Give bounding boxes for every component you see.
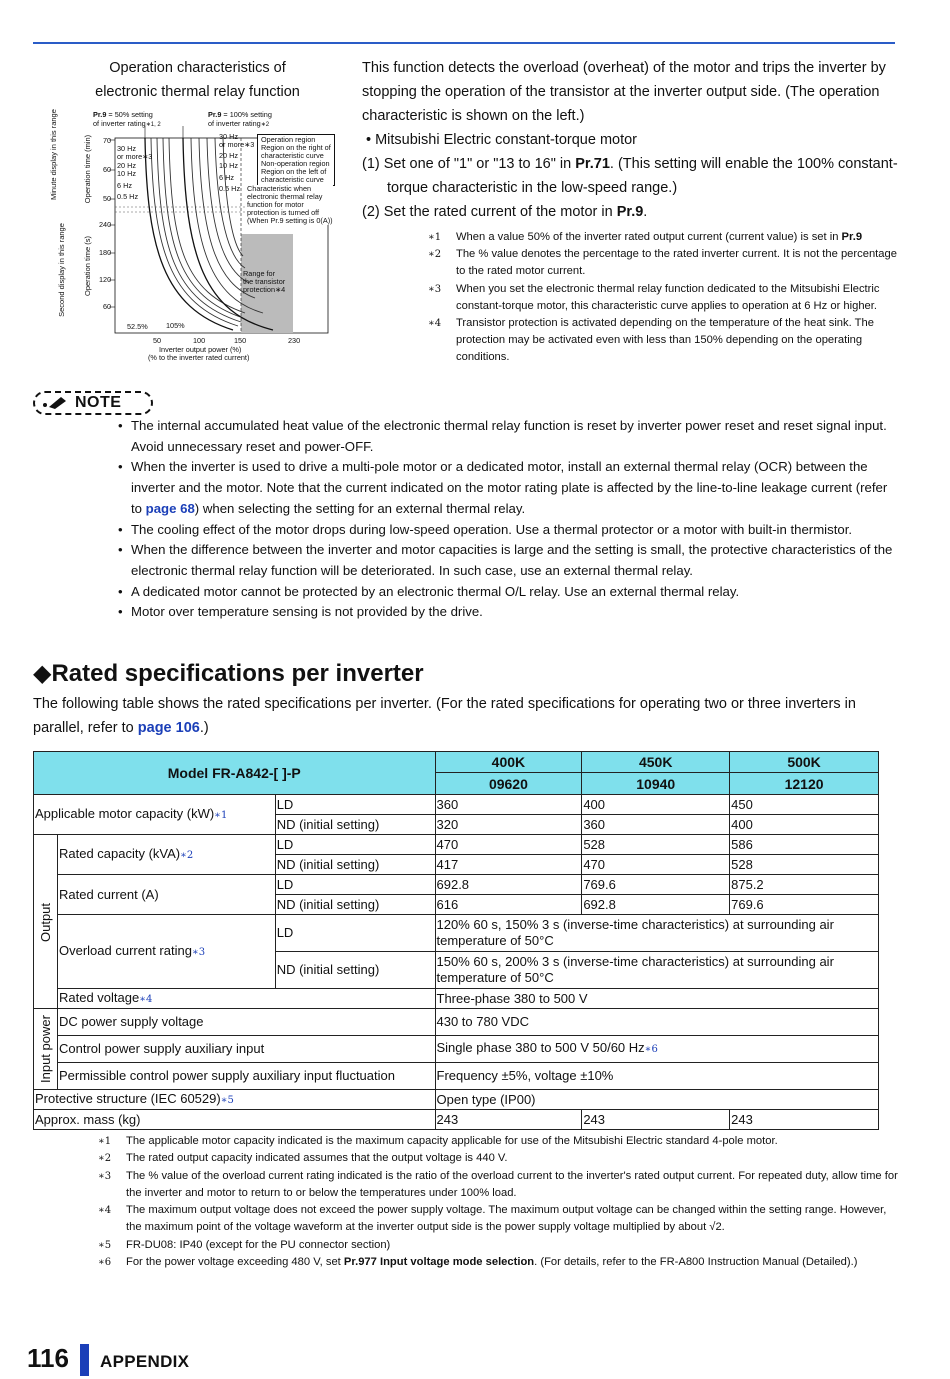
page-bar (80, 1344, 89, 1376)
y-tick: 180 (99, 248, 112, 257)
table-row: Rated voltage∗4 Three-phase 380 to 500 V (34, 989, 879, 1009)
x-tick: 230 (288, 336, 301, 345)
row-label: Approx. mass (kg) (34, 1110, 436, 1130)
freq-label: 0.5 Hz (219, 184, 241, 193)
row-label: DC power supply voltage (57, 1009, 435, 1036)
col-header: 09620 (435, 773, 582, 795)
header-rule (33, 42, 895, 44)
x-tick: 50 (153, 336, 162, 345)
col-header: 450K (582, 752, 730, 773)
transistor-range-label: Range for the transistor protection∗4 (243, 269, 286, 294)
x-axis-label: Inverter output power (%) (159, 345, 242, 354)
footnote: ∗3 When you set the electronic thermal relay function dedicated to the Mitsubishi Electric constant-torque motor, this characteristic curve applies to operation at 6 Hz or higher. (428, 282, 880, 312)
thermal-relay-chart (33, 108, 353, 370)
page-number: 116 (27, 1343, 69, 1373)
pr9-50-label: Pr.9 = 50% setting (93, 110, 153, 119)
list-item: • The cooling effect of the motor drops during low-speed operation. Use a thermal protector or a motor with built-in thermistor. (118, 521, 853, 537)
y-tick: 240 (99, 220, 112, 229)
footnote: ∗2 The rated output capacity indicated assumes that the output voltage is 440 V. (98, 1152, 508, 1165)
row-label: Rated voltage∗4 (57, 989, 435, 1009)
freq-label: 10 Hz (117, 169, 137, 178)
section-lead: The following table shows the rated specifications per inverter. (For the rated specifications for operating two or three inverters in parallel, refer to page 106.) (33, 696, 856, 736)
table-row: ND (initial setting) 320 360 400 (34, 815, 879, 835)
footnote: ∗6 For the power voltage exceeding 480 V, set Pr.977 Input voltage mode selection. (For details, refer to the FR-A800 Instruction Manual (Detailed).) (98, 1256, 858, 1269)
pct-label: 52.5% (127, 322, 148, 331)
row-label: Control power supply auxiliary input (57, 1036, 435, 1063)
table-row: Protective structure (IEC 60529)∗5 Open type (IP00) (34, 1090, 879, 1110)
list-item: • Motor over temperature sensing is not provided by the drive. (118, 604, 483, 620)
list-item: • A dedicated motor cannot be protected by an electronic thermal O/L relay. Use an external thermal relay. (118, 583, 740, 599)
thermal-off-note: Characteristic when electronic thermal relay function for motor protection is turned off (When Pr.9 setting is 0(A)) (247, 184, 333, 225)
intro-bullet: • Mitsubishi Electric constant-torque motor (366, 132, 638, 148)
pr9-50-line2: of inverter rating∗1, 2 (93, 119, 161, 128)
list-item: • When the difference between the inverter and motor capacities is large and the setting is small, the protective characteristics of the electronic thermal relay function will be deteriorated. In such case, use an external thermal relay. (118, 542, 893, 578)
y-axis-lower-label: Operation time (s) (83, 235, 92, 297)
footnote: ∗5 FR-DU08: IP40 (except for the PU connector section) (98, 1238, 391, 1251)
table-footnotes (98, 1133, 898, 1271)
freq-label: 6 Hz (117, 181, 133, 190)
model-header: Model FR-A842-[ ]-P (34, 752, 436, 795)
table-row: Approx. mass (kg) 243 243 243 (34, 1110, 879, 1130)
pr9-100-line2: of inverter rating∗2 (208, 119, 270, 128)
input-power-group-label: Input power (34, 1009, 58, 1090)
table-row: Rated current (A) LD 692.8 769.6 875.2 (34, 875, 879, 895)
freq-label: 30 Hz (219, 132, 239, 141)
list-item: • The internal accumulated heat value of the electronic thermal relay function is reset by inverter power reset and reset signal input. Avoid unnecessary reset and power-OFF. (118, 418, 887, 454)
row-label: Rated current (A) (57, 875, 275, 915)
footnote: ∗4 The maximum output voltage does not exceed the power supply voltage. The maximum output voltage can be changed within the setting range. However, the maximum point of the voltage waveform at the inverter output side is the power supply voltage multiplied by about √2. (98, 1204, 887, 1234)
section-heading: ◆Rated specifications per inverter (33, 660, 424, 687)
table-row: Input power DC power supply voltage 430 to 780 VDC (34, 1009, 879, 1036)
row-label: Protective structure (IEC 60529)∗5 (34, 1090, 436, 1110)
table-row: Control power supply auxiliary input Single phase 380 to 500 V 50/60 Hz∗6 (34, 1036, 879, 1063)
footnote: ∗3 The % value of the overload current rating indicated is the ratio of the overload current to the inverter's rated output current. For repeated duty, allow time for the inverter and motor to return to or below the temperatures under 100% load. (98, 1169, 898, 1199)
section-label: APPENDIX (100, 1352, 190, 1371)
note-badge: NOTE (33, 391, 153, 415)
page-68-link[interactable]: page 68 (145, 500, 195, 516)
freq-label: or more∗3 (117, 152, 153, 161)
col-header: 12120 (730, 773, 879, 795)
x-tick: 100 (193, 336, 206, 345)
row-label: Rated capacity (kVA)∗2 (57, 835, 275, 875)
intro-step-1: (1) Set one of "1" or "13 to 16" in Pr.71. (This setting will enable the 100% constant-torque characteristic in the low-speed range.) (362, 156, 898, 196)
footnote: ∗1 The applicable motor capacity indicated is the maximum capacity applicable for use of the Mitsubishi Electric standard 4-pole motor. (98, 1135, 778, 1147)
footnote: ∗1 When a value 50% of the inverter rated output current (current value) is set in Pr.9 (428, 231, 863, 243)
page-106-link[interactable]: page 106 (137, 720, 200, 736)
table-row: Output Rated capacity (kVA)∗2 LD 470 528 586 (34, 835, 879, 855)
table-row: ND (initial setting) 150% 60 s, 200% 3 s (inverse-time characteristics) at surrounding air temperature of 50°C (34, 952, 879, 989)
list-item: • When the inverter is used to drive a multi-pole motor or a dedicated motor, install an external thermal relay (OCR) between the inverter and the motor. Note that the current indicated on the motor rating plate is affected by the line-to-line leakage current (refer to page 68) when selecting the setting for an external thermal relay. (118, 459, 888, 516)
row-label: Permissible control power supply auxiliary input fluctuation (57, 1063, 435, 1090)
operation-region-box: Operation region Region on the right of characteristic curve Non-operation region Region on the left of characteristic curve (257, 134, 335, 186)
footnote: ∗4 Transistor protection is activated depending on the temperature of the heat sink. The protection may be activated even with less than 150% depending on the operating conditions. (428, 317, 874, 364)
y-axis-upper-label: Operation time (min) (83, 134, 92, 204)
intro-text (362, 56, 902, 224)
spec-table (33, 751, 879, 1130)
col-header: 400K (435, 752, 582, 773)
row-label: Overload current rating∗3 (57, 915, 275, 989)
pct-label: 105% (166, 321, 185, 330)
table-row: Applicable motor capacity (kW)∗1 LD 360 400 450 (34, 795, 879, 815)
intro-step-2: (2) Set the rated current of the motor in Pr.9. (362, 204, 648, 220)
footnote: ∗2 The % value denotes the percentage to the rated inverter current. It is not the percentage to the rated motor current. (428, 248, 897, 278)
pr9-100-label: Pr.9 = 100% setting (208, 110, 272, 119)
row-label: Applicable motor capacity (kW)∗1 (34, 795, 276, 835)
freq-label: 20 Hz (219, 151, 239, 160)
y-tick: 120 (99, 275, 112, 284)
y-tick: 70 (103, 136, 112, 145)
chart-footnotes (428, 229, 898, 367)
freq-label: 30 Hz (117, 144, 137, 153)
output-group-label: Output (34, 835, 58, 1009)
freq-label: 6 Hz (219, 173, 235, 182)
intro-paragraph: This function detects the overload (overheat) of the motor and trips the inverter by stopping the operation of the transistor at the inverter output side. (The operation characteristic is shown on the left.) (362, 60, 886, 124)
range-lower-label: Second display in this range (57, 223, 66, 317)
pencil-icon (35, 393, 75, 413)
table-row: Overload current rating∗3 LD 120% 60 s, 150% 3 s (inverse-time characteristics) at surrounding air temperature of 50°C (34, 915, 879, 952)
freq-label: or more∗3 (219, 140, 255, 149)
chart-title: Operation characteristics of electronic thermal relay function (95, 60, 300, 100)
freq-label: 10 Hz (219, 161, 239, 170)
x-axis-sublabel: (% to the inverter rated current) (148, 353, 250, 362)
freq-label: 20 Hz (117, 161, 137, 170)
table-row: ND (initial setting) 417 470 528 (34, 855, 879, 875)
col-header: 500K (730, 752, 879, 773)
y-tick: 60 (103, 302, 112, 311)
y-tick: 60 (103, 165, 112, 174)
note-list (118, 416, 900, 623)
col-header: 10940 (582, 773, 730, 795)
table-row: Permissible control power supply auxiliary input fluctuation Frequency ±5%, voltage ±10% (34, 1063, 879, 1090)
range-upper-label: Minute display in this range (49, 109, 58, 200)
table-row: ND (initial setting) 616 692.8 769.6 (34, 895, 879, 915)
x-tick: 150 (234, 336, 247, 345)
freq-label: 0.5 Hz (117, 192, 139, 201)
y-tick: 50 (103, 194, 112, 203)
